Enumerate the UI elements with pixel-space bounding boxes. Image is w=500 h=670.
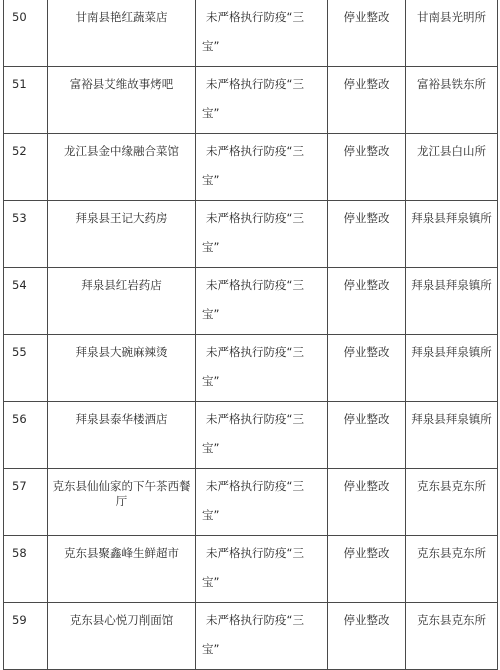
violation-text: 未严格执行防疫“三 — [206, 77, 304, 91]
responsible-office: 甘南县光明所 — [406, 0, 498, 67]
violation-text-cont: 宝” — [202, 307, 220, 321]
violation-text: 未严格执行防疫“三 — [206, 613, 304, 627]
business-name: 拜泉县大碗麻辣烫 — [48, 335, 196, 402]
violation-cell — [196, 469, 328, 536]
action-taken: 停业整改 — [328, 402, 406, 469]
violation-text-cont: 宝” — [202, 106, 220, 120]
table-row — [4, 603, 498, 670]
business-name: 克东县仙仙家的下午茶西餐厅 — [48, 469, 196, 536]
action-taken: 停业整改 — [328, 134, 406, 201]
business-name: 龙江县金中缘融合菜馆 — [48, 134, 196, 201]
violation-text-cont: 宝” — [202, 374, 220, 388]
violation-text-cont: 宝” — [202, 240, 220, 254]
row-number: 50 — [4, 0, 48, 67]
violation-cell — [196, 134, 328, 201]
action-taken: 停业整改 — [328, 469, 406, 536]
violation-text-cont: 宝” — [202, 441, 220, 455]
violation-text-cont: 宝” — [202, 642, 220, 656]
row-number: 56 — [4, 402, 48, 469]
action-taken: 停业整改 — [328, 335, 406, 402]
violation-text: 未严格执行防疫“三 — [206, 479, 304, 493]
responsible-office: 富裕县铁东所 — [406, 67, 498, 134]
violation-text: 未严格执行防疫“三 — [206, 345, 304, 359]
row-number: 51 — [4, 67, 48, 134]
table-row — [4, 0, 498, 67]
violation-text: 未严格执行防疫“三 — [206, 546, 304, 560]
violation-text: 未严格执行防疫“三 — [206, 144, 304, 158]
table-row — [4, 469, 498, 536]
business-name: 拜泉县王记大药房 — [48, 201, 196, 268]
row-number: 54 — [4, 268, 48, 335]
action-taken: 停业整改 — [328, 201, 406, 268]
responsible-office: 克东县克东所 — [406, 536, 498, 603]
penalty-table — [3, 0, 498, 670]
violation-cell — [196, 67, 328, 134]
violation-cell — [196, 268, 328, 335]
violation-text-cont: 宝” — [202, 508, 220, 522]
table-row — [4, 402, 498, 469]
violation-cell — [196, 603, 328, 670]
business-name: 富裕县艾维故事烤吧 — [48, 67, 196, 134]
business-name: 甘南县艳红蔬菜店 — [48, 0, 196, 67]
row-number: 59 — [4, 603, 48, 670]
responsible-office: 拜泉县拜泉镇所 — [406, 201, 498, 268]
row-number: 55 — [4, 335, 48, 402]
violation-text: 未严格执行防疫“三 — [206, 278, 304, 292]
row-number: 53 — [4, 201, 48, 268]
action-taken: 停业整改 — [328, 67, 406, 134]
responsible-office: 龙江县白山所 — [406, 134, 498, 201]
violation-text: 未严格执行防疫“三 — [206, 10, 304, 24]
responsible-office: 拜泉县拜泉镇所 — [406, 268, 498, 335]
row-number: 57 — [4, 469, 48, 536]
violation-cell — [196, 201, 328, 268]
responsible-office: 克东县克东所 — [406, 603, 498, 670]
responsible-office: 克东县克东所 — [406, 469, 498, 536]
business-name: 拜泉县泰华楼酒店 — [48, 402, 196, 469]
business-name: 拜泉县红岩药店 — [48, 268, 196, 335]
violation-cell — [196, 536, 328, 603]
business-name: 克东县心悦刀削面馆 — [48, 603, 196, 670]
responsible-office: 拜泉县拜泉镇所 — [406, 402, 498, 469]
violation-text-cont: 宝” — [202, 173, 220, 187]
table-row — [4, 67, 498, 134]
action-taken: 停业整改 — [328, 0, 406, 67]
table-body — [4, 0, 498, 670]
violation-cell — [196, 335, 328, 402]
responsible-office: 拜泉县拜泉镇所 — [406, 335, 498, 402]
action-taken: 停业整改 — [328, 536, 406, 603]
violation-text-cont: 宝” — [202, 575, 220, 589]
row-number: 52 — [4, 134, 48, 201]
violation-text: 未严格执行防疫“三 — [206, 211, 304, 225]
row-number: 58 — [4, 536, 48, 603]
action-taken: 停业整改 — [328, 603, 406, 670]
table-row — [4, 335, 498, 402]
violation-cell — [196, 0, 328, 67]
violation-text: 未严格执行防疫“三 — [206, 412, 304, 426]
table-row — [4, 134, 498, 201]
violation-cell — [196, 402, 328, 469]
violation-text-cont: 宝” — [202, 39, 220, 53]
table-row — [4, 268, 498, 335]
table-row — [4, 201, 498, 268]
action-taken: 停业整改 — [328, 268, 406, 335]
table-row — [4, 536, 498, 603]
business-name: 克东县聚鑫峰生鲜超市 — [48, 536, 196, 603]
